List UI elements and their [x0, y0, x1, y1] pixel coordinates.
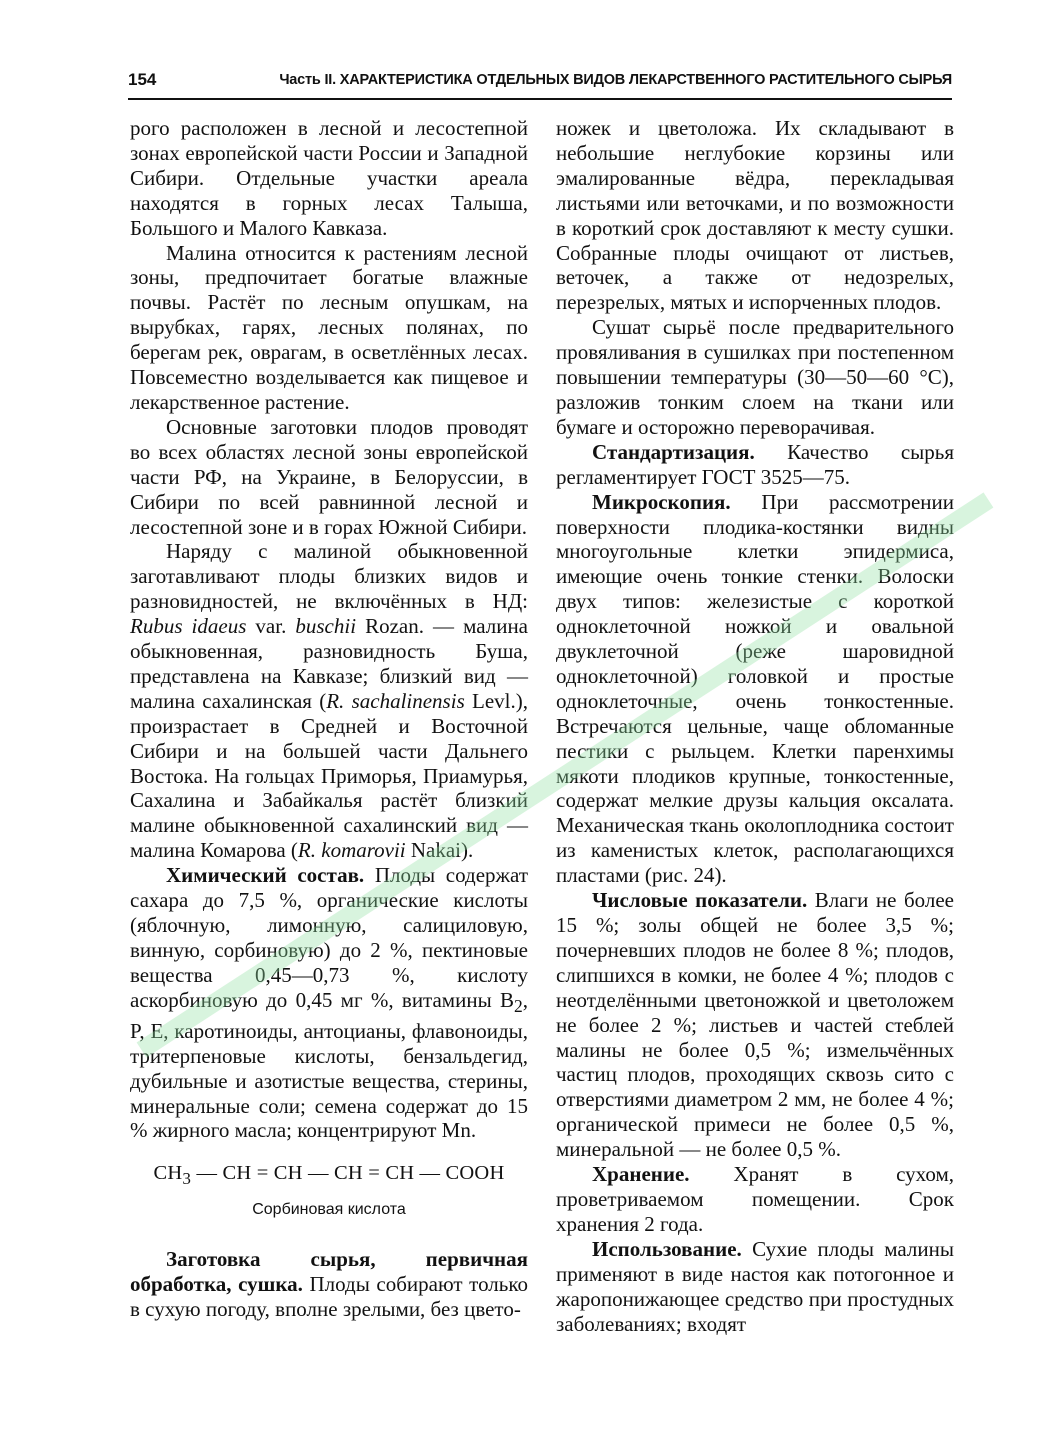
paragraph: ножек и цветоложа. Их складывают в небольшие неглубокие корзины или эмалированные вёдра, перекладывая листьями или веточками, и по возможности в короткий срок доставляют к месту сушки. Собранные плоды очищают от листьев, веточек, а также от недозрелых, перезрелых, мятых и испорченных плодов. [556, 116, 954, 315]
paragraph-microscopy: Микроскопия. При рассмотрении поверхности плодика-костянки видны многоугольные клетки эпидермиса, имеющие очень тонкие стенки. Волоски двух типов: железистые с короткой одноклеточной ножкой и овальной двуклеточной (реже шаровидной одноклеточной) головкой и простые одноклеточные, очень тонкостенные. Встречаются цельные, чаще обломанные пестики с рыльцем. Клетки паренхимы мякоти плодиков крупные, тонкостенные, содержат мелкие друзы кальция оксалата. Механическая ткань околоплодника состоит из каменистых клеток, располагающихся пластами (рис. 24). [556, 489, 954, 888]
paragraph: рого расположен в лесной и лесостепной зонах европейской части России и Западной Сибири. Отдельные участки ареала находятся в горных лесах Талыша, Большого и Малого Кавказа. [130, 116, 528, 240]
chemical-formula: $CH_3$ — CH = CH — CH = CH — COOH [153, 1162, 505, 1189]
section-lead: Химический состав. [166, 863, 365, 888]
paragraph: Наряду с малиной обыкновенной заготавливают плоды близких видов и разновидностей, не включённых в НД: Rubus idaeus var. buschii Rozan. — малина обыкновенная, разновидность Буша, представлена на Кавказе; близкий вид — малина сахалинская (R. sachalinensis Levl.), произрастает в Средней и Восточной Сибири и на большей части Дальнего Востока. На гольцах Приморья, Приамурья, Сахалина и Забайкалья растёт близкий малине обыкновенной сахалинский вид — малина Комарова (R. komarovii Nakai). [130, 539, 529, 863]
section-lead: Числовые показатели. [592, 888, 808, 913]
section-lead: Заготовка сырья, первичная обработка, сушка. [130, 1247, 528, 1297]
running-header [128, 64, 952, 100]
paragraph-numeric-indicators: Числовые показатели. Влаги не более 15 %; золы общей не более 3,5 %; почерневших плодов не более 8 %; плодов, слипшихся в комки, не более 4 %; плодов с неотделёнными цветоножкой и цветоложем не более 2 %; листьев и частей стеблей малины не более 0,5 %; измельчённых частиц плодов, проходящих сквозь сито с отверстиями диаметром 2 мм, не более 4 %; органической примеси не более 0,5 %, минеральной — не более 0,5 %. [556, 888, 955, 1162]
paragraph: Основные заготовки плодов проводят во всех областях лесной зоны европейской части РФ, на Украине, в Белоруссии, в Сибири по всей равнинной лесной и лесостепной зоне и в горах Южной Сибири. [130, 414, 528, 539]
right-column [556, 116, 954, 1336]
page-number: 154 [128, 70, 157, 89]
paragraph-standardization: Стандартизация. Качество сырья регламентирует ГОСТ 3525—75. [556, 439, 954, 489]
left-column [130, 116, 528, 1322]
paragraph-harvesting: Заготовка сырья, первичная обработка, сушка. Плоды собирают только в сухую погоду, вполне зрелыми, без цвето- [130, 1247, 528, 1322]
formula-caption: Сорбиновая кислота [252, 1201, 406, 1219]
paragraph-usage: Использование. Сухие плоды малины применяют в виде настоя как потогонное и жаропонижающее средство при простудных заболеваниях; входят [556, 1236, 954, 1336]
paragraph: Сушат сырьё после предварительного провяливания в сушилках при постепенном повышении температуры (30—50—60 °С), разложив тонким слоем на ткани или бумаге и осторожно переворачивая. [556, 315, 954, 439]
paragraph: Малина относится к растениям лесной зоны, предпочитает богатые влажные почвы. Растёт по лесным опушкам, на вырубках, гарях, лесных полянах, по берегам рек, оврагам, в осветлённых лесах. Повсеместно возделывается как пищевое и лекарственное растение. [130, 240, 528, 414]
running-title: Часть II. ХАРАКТЕРИСТИКА ОТДЕЛЬНЫХ ВИДОВ ЛЕКАРСТВЕННОГО РАСТИТЕЛЬНОГО СЫРЬЯ [279, 72, 952, 88]
section-lead: Стандартизация. [592, 439, 755, 464]
paragraph-chemical-composition: Химический состав. Плоды содержат сахара до 7,5 %, органические кислоты (яблочную, лимонную, салициловую, винную, сорбиновую) до 2 %, пектиновые вещества 0,45—0,73 %, кислоту аскорбиновую до 0,45 мг %, витамины $B_2$, P, E, каротиноиды, антоцианы, флавоноиды, тритерпеновые кислоты, бензальдегид, дубильные и азотистые вещества, стерины, минеральные соли; семена содержат до 15 % жирного масла; концентрируют Mn. [130, 863, 528, 1143]
section-lead: Хранение. [592, 1162, 690, 1187]
paragraph-storage: Хранение. Хранят в сухом, проветриваемом помещении. Срок хранения 2 года. [556, 1162, 954, 1236]
section-lead: Использование. [592, 1236, 742, 1261]
section-lead: Микроскопия. [592, 489, 731, 514]
